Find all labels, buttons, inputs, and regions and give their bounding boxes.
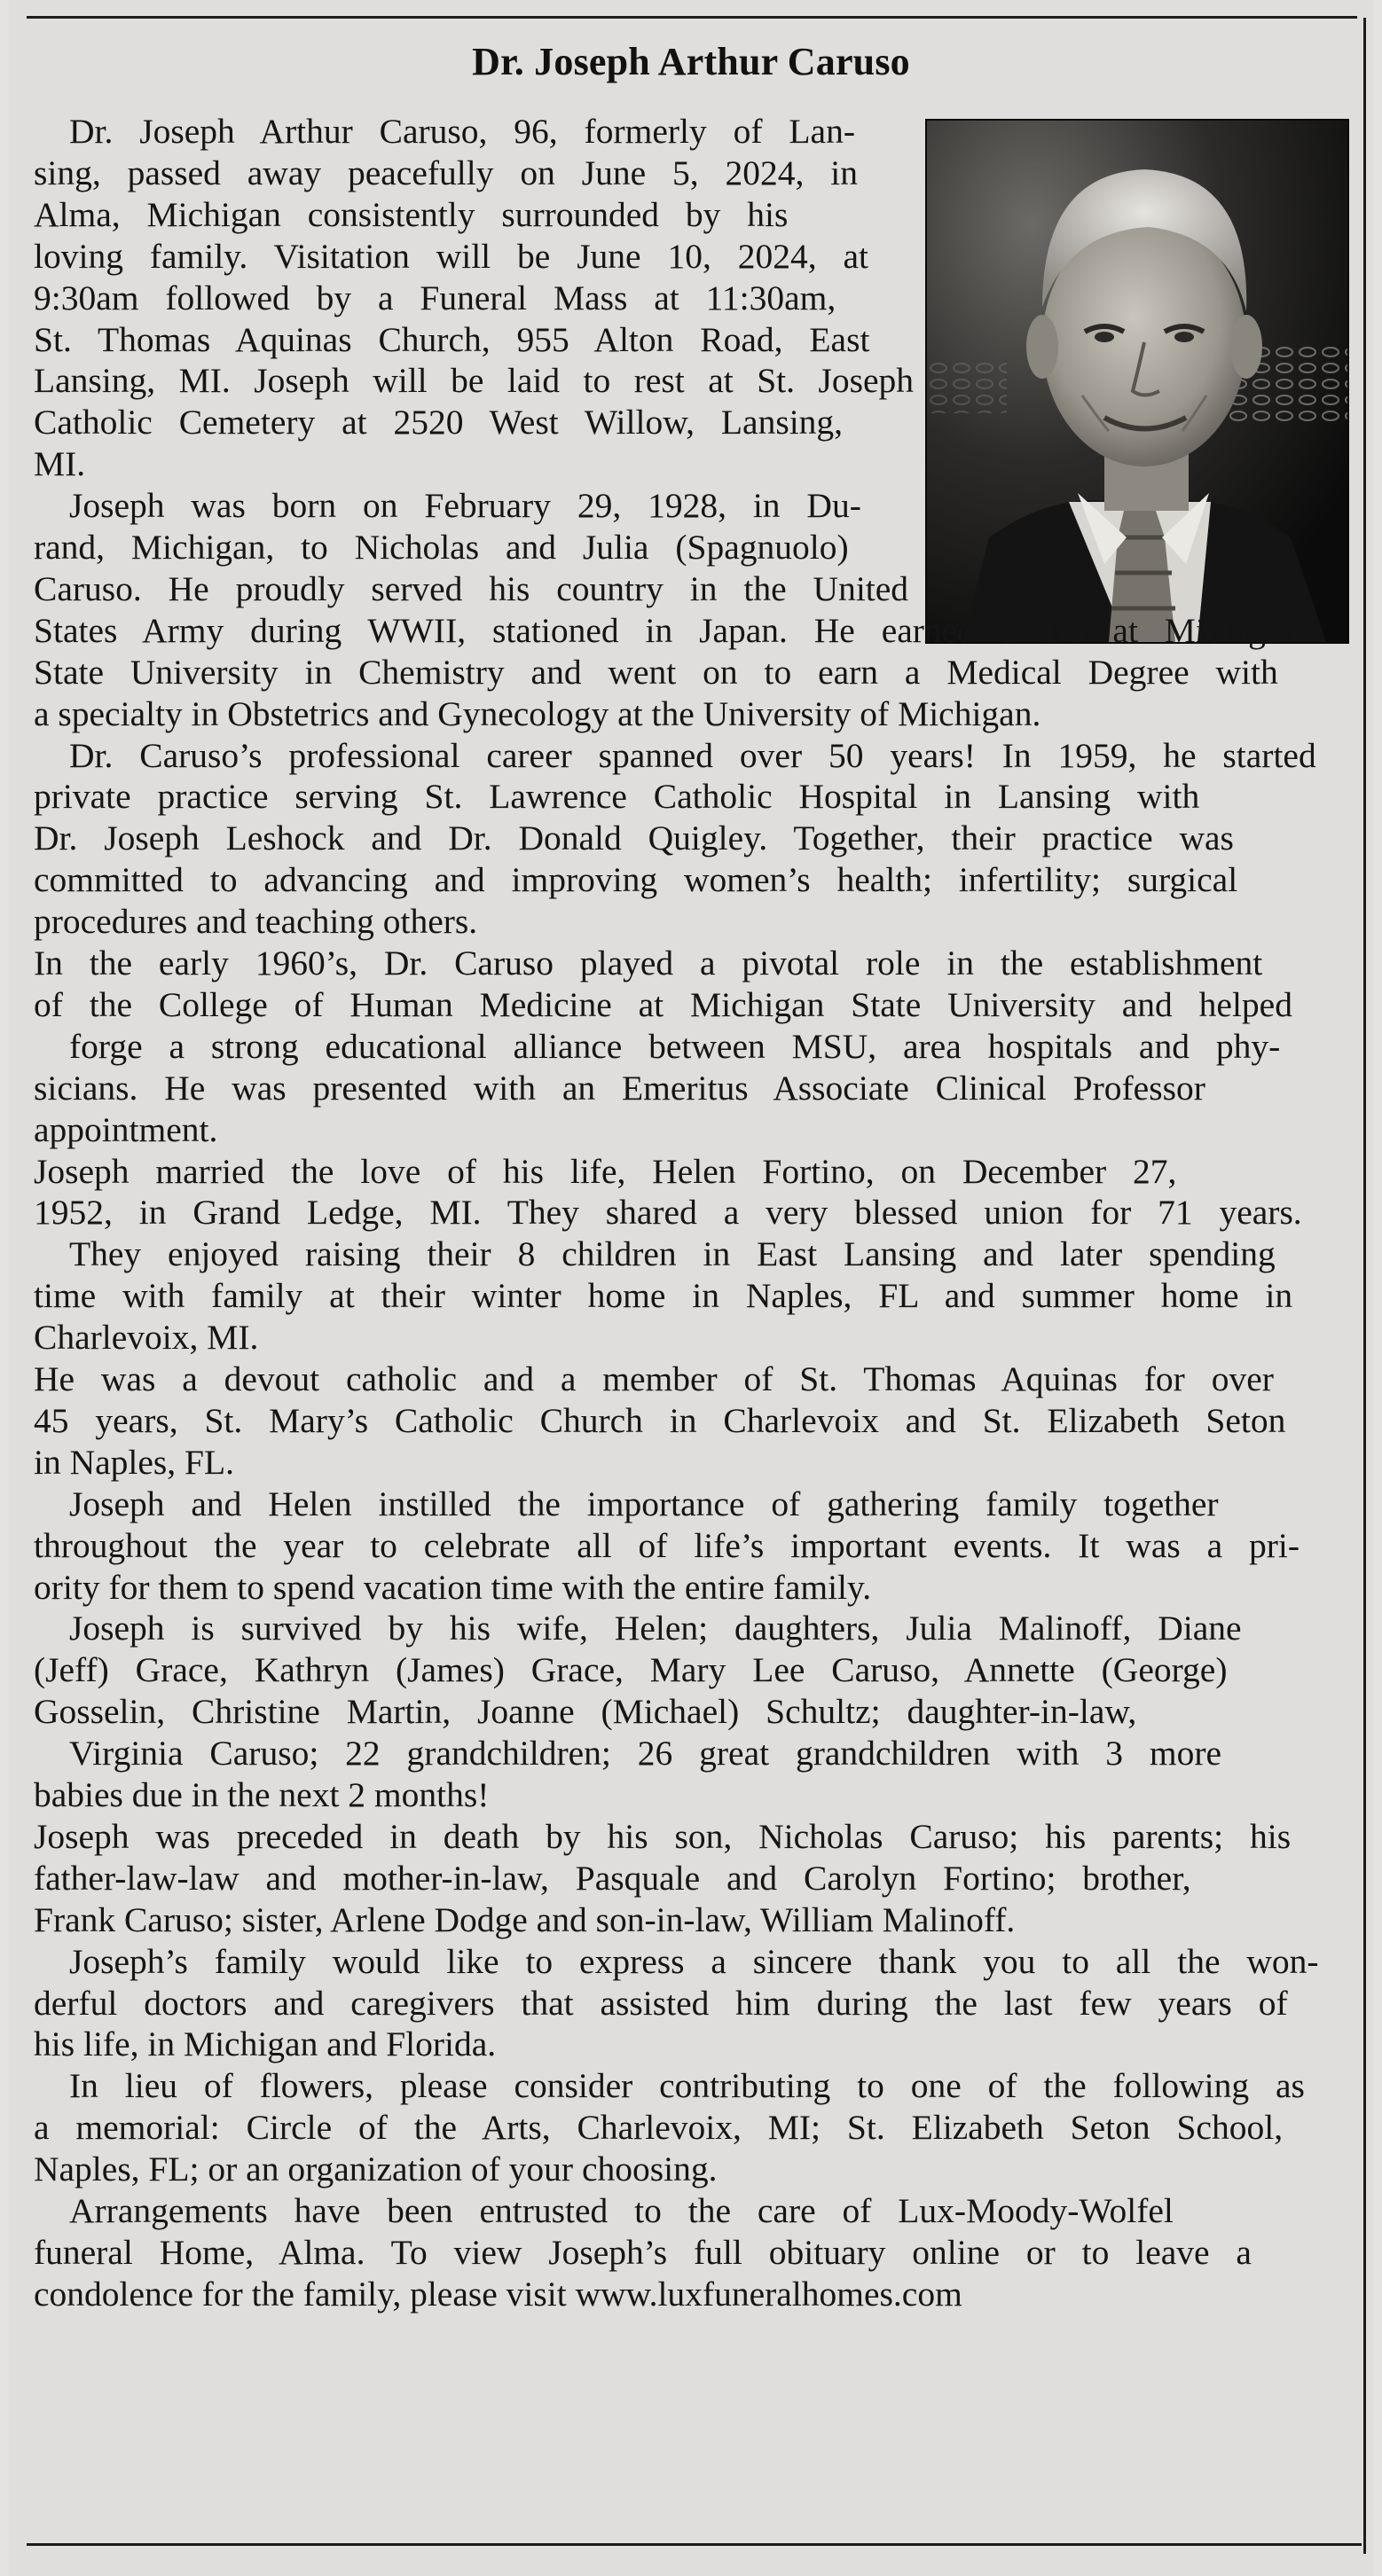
obituary-line: Charlevoix, MI. [34, 1318, 259, 1358]
obituary-line: time with family at their winter home in Naples, FL and summer home in [34, 1276, 1293, 1316]
obituary-line: In lieu of flowers, please consider contributing to one of the following as [69, 2066, 1305, 2106]
obituary-line: throughout the year to celebrate all of life’s important events. It was a pri- [34, 1525, 1300, 1565]
obituary-line: of the College of Human Medicine at Michigan State University and helped [34, 984, 1292, 1024]
obituary-line: father-law-law and mother-in-law, Pasquale and Carolyn Fortino; brother, [34, 1858, 1191, 1898]
obituary-line: forge a strong educational alliance between MSU, area hospitals and phy- [69, 1026, 1281, 1066]
obituary-line: (Jeff) Grace, Kathryn (James) Grace, Mary Lee Caruso, Annette (George) [34, 1650, 1228, 1690]
obituary-line: Joseph and Helen instilled the importance of gathering family together [69, 1484, 1219, 1523]
obituary-line: Dr. Joseph Arthur Caruso, 96, formerly of Lan- [69, 112, 855, 151]
obituary-line: Gosselin, Christine Martin, Joanne (Michael) Schultz; daughter-in-law, [34, 1692, 1137, 1732]
obituary-line: a memorial: Circle of the Arts, Charlevoix, MI; St. Elizabeth Seton School, [34, 2108, 1284, 2148]
obituary-line: private practice serving St. Lawrence Catholic Hospital in Lansing with [34, 777, 1200, 817]
obituary-line: He was a devout catholic and a member of St. Thomas Aquinas for over [34, 1359, 1274, 1398]
obituary-line: loving family. Visitation will be June 10, 2024, at [34, 236, 868, 276]
obituary-line: Dr. Joseph Leshock and Dr. Donald Quigley. Together, their practice was [34, 818, 1234, 858]
obituary-line: funeral Home, Alma. To view Joseph’s full obituary online or to leave a [34, 2232, 1252, 2272]
obituary-line: a specialty in Obstetrics and Gynecology at the University of Michigan. [34, 693, 1041, 733]
obituary-line: Frank Caruso; sister, Arlene Dodge and son-in-law, William Malinoff. [34, 1899, 1016, 1939]
obituary-line: Joseph’s family would like to express a sincere thank you to all the won- [69, 1941, 1319, 1981]
obituary-line: Dr. Caruso’s professional career spanned over 50 years! In 1959, he started [69, 735, 1316, 775]
obituary-line: procedures and teaching others. [34, 902, 478, 942]
obituary-line: rand, Michigan, to Nicholas and Julia (Spagnuolo) [34, 528, 849, 567]
obituary-line: MI. [34, 444, 86, 484]
obituary-line: Joseph was preceded in death by his son, Nicholas Caruso; his parents; his [34, 1816, 1292, 1856]
obituary-line: Arrangements have been entrusted to the care of Lux-Moody-Wolfel [69, 2191, 1174, 2230]
obituary-line: Joseph is survived by his wife, Helen; daughters, Julia Malinoff, Diane [69, 1609, 1242, 1648]
obituary-line: in Naples, FL. [34, 1442, 235, 1482]
obituary-line: Joseph was born on February 29, 1928, in Du- [69, 486, 861, 526]
obituary-line: Joseph married the love of his life, Helen Fortino, on December 27, [34, 1151, 1177, 1191]
obituary-line: Alma, Michigan consistently surrounded by his [34, 194, 789, 234]
obituary-line: appointment. [34, 1109, 218, 1149]
obituary-title: Dr. Joseph Arthur Caruso [472, 40, 910, 83]
obituary-line: In the early 1960’s, Dr. Caruso played a pivotal role in the establishment [34, 943, 1263, 983]
obituary-line: 1952, in Grand Ledge, MI. They shared a very blessed union for 71 years. [34, 1193, 1302, 1233]
obituary-line: his life, in Michigan and Florida. [34, 2024, 497, 2064]
obituary-line: Catholic Cemetery at 2520 West Willow, Lansing, [34, 403, 844, 442]
obituary-line: They enjoyed raising their 8 children in East Lansing and later spending [69, 1234, 1276, 1274]
obituary-line: sing, passed away peacefully on June 5, 2024, in [34, 153, 858, 192]
obituary-line: ority for them to spend vacation time with the entire family. [34, 1567, 872, 1607]
obituary-line: 9:30am followed by a Funeral Mass at 11:30am, [34, 278, 836, 317]
obituary-line: condolence for the family, please visit www.luxfuneralhomes.com [34, 2274, 962, 2314]
obituary-line: State University in Chemistry and went on to earn a Medical Degree with [34, 652, 1278, 692]
obituary-line: Virginia Caruso; 22 grandchildren; 26 great grandchildren with 3 more [69, 1734, 1222, 1773]
obituary-line: Naples, FL; or an organization of your choosing. [34, 2149, 718, 2189]
obituary-line: Lansing, MI. Joseph will be laid to rest at St. Joseph [34, 361, 914, 401]
obituary-line: derful doctors and caregivers that assisted him during the last few years of [34, 1983, 1288, 2023]
obituary-line: 45 years, St. Mary’s Catholic Church in Charlevoix and St. Elizabeth Seton [34, 1400, 1286, 1440]
obituary-line: Caruso. He proudly served his country in the United [34, 568, 909, 608]
obituary-line: sicians. He was presented with an Emeritus Associate Clinical Professor [34, 1068, 1205, 1108]
obituary-line: St. Thomas Aquinas Church, 955 Alton Road, East [34, 319, 870, 359]
obituary-line: States Army during WWII, stationed in Japan. He earned a BS at Michigan [34, 610, 1300, 650]
obituary-line: committed to advancing and improving women’s health; infertility; surgical [34, 860, 1238, 900]
obituary-line: babies due in the next 2 months! [34, 1775, 490, 1814]
